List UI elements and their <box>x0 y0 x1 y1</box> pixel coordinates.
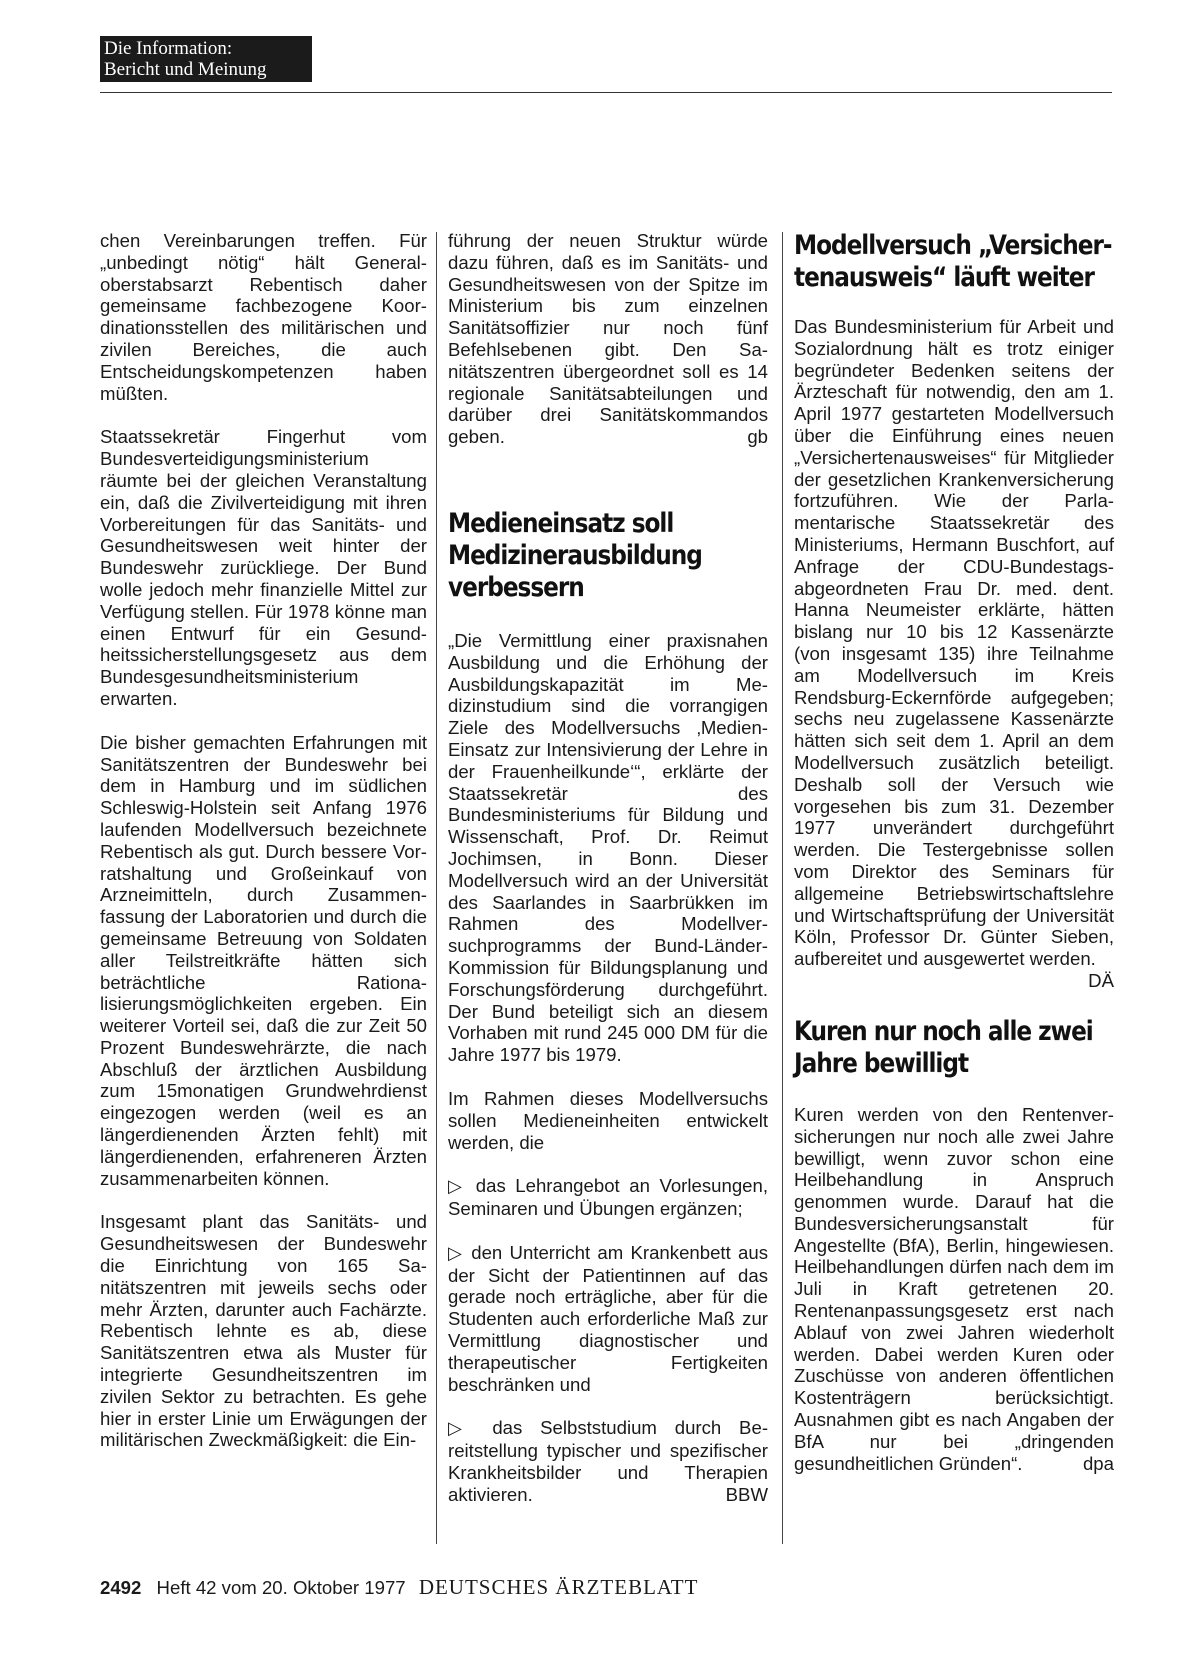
paragraph: „Die Vermittlung einer praxisnahen Ausbildung und die Erhöhung der Ausbildungskapazität im Medizinstudium sind die vorrangigen Ziele des Modellversuchs ‚Medien-Einsatz zur Intensivierung der Lehre in der Frauenheilkunde‘“, erklärte der Staatssekretär des Bundesministeriums für Bildung und Wissenschaft, Prof. Dr. Reimut Jochimsen, in Bonn. Dieser Modellversuch wird an der Universität des Saarlandes in Saarbrükken im Rahmen des Modellversuchprogramms der Bund-Länder-Kommission für Bildungsplanung und Forschungsförderung durchgeführt. Der Bund beteiligt sich an diesem Vorhaben mit rund 245 000 DM für die Jahre 1977 bis 1979. <box>448 629 768 1066</box>
paragraph <box>794 1104 1114 1475</box>
header-divider <box>100 92 1112 93</box>
bullet-text: den Unterricht am Krankenbett aus der Sicht der Patientinnen auf das gerade noch erträgliche, aber für die Studenten auch erforderliche Maß zur Vermittlung diagnostischer und therapeutischer Fertigkeiten beschränken und <box>448 1241 769 1395</box>
bullet-text: das Selbststudium durch Bereitstellung typischer und spezifischer Krankheitsbilder und Therapien aktivieren. <box>448 1417 769 1505</box>
paragraph: chen Vereinbarungen treffen. Für „unbedingt nötig“ hält Generaloberstabsarzt Rebentisch daher gemeinsame fachbezogene Koordinationsstellen des militärischen und zivilen Bereiches, die auch Entscheidungskompetenzen haben müßten. <box>100 230 427 404</box>
bullet-item <box>448 1242 768 1396</box>
page-number: 2492 <box>100 1577 142 1598</box>
column-divider-1 <box>436 232 437 1544</box>
paragraph <box>794 316 1114 991</box>
column-divider-2 <box>782 232 783 1544</box>
paragraph-text: führung der neuen Struktur würde dazu führen, daß es im Sanitäts- und Gesundheitswesen von der Spitze im Ministerium bis zum einzelnen Sanitätsoffizier nur noch fünf Befehlsebenen gibt. Den Sanitätszentren übergeordnet soll es 14 regionale Sanitätsabteilungen und darüber drei Sanitätskommandos geben. <box>448 230 768 448</box>
article-heading: Modellversuch „Versichertenausweis“ läuft weiter <box>794 230 1113 293</box>
section-label <box>100 36 312 82</box>
section-label-line1: Die Information: <box>104 38 233 59</box>
magazine-name: DEUTSCHES ÄRZTEBLATT <box>418 1575 699 1599</box>
bullet-text: das Lehrangebot an Vorlesungen, Seminaren und Übungen ergänzen; <box>448 1175 769 1220</box>
article-heading: Kuren nur noch alle zwei Jahre bewilligt <box>794 1015 1093 1079</box>
paragraph: Die bisher gemachten Erfahrungen mit Sanitätszentren der Bundeswehr bei dem in Hamburg und im südlichen Schleswig-Holstein seit Anfang 1976 laufenden Modellversuch bezeichnete Rebentisch als gut. Durch bessere Vorratshaltung und Großeinkauf von Arzneimitteln, durch Zusammenfassung der Laboratorien und durch die gemeinsame Betreuung von Soldaten aller Teilstreitkräfte hätten sich beträchtliche Rationalisierungsmöglichkeiten ergeben. Ein weiterer Vorteil sei, daß die zur Zeit 50 Prozent Bundeswehrärzte, die nach Abschluß der ärztlichen Ausbildung zum 15monatigen Grundwehrdienst eingezogen werden (weil es an längerdienenden Ärzten fehlt) mit längerdienenden, erfahreneren Ärzten zusammenarbeiten können. <box>100 731 427 1189</box>
paragraph-text: Kuren werden von den Rentenversicherungen nur noch alle zwei Jahre bewilligt, wenn zuvor schon eine Heilbehandlung in Anspruch genommen wurde. Darauf hat die Bundesversicherungsanstalt für Angestellte (BfA), Berlin, hingewiesen. Heilbehandlungen dürfen nach dem im Juli in Kraft getretenen 20. Rentenanpassungsgesetz erst nach Ablauf von zwei Jahren wiederholt werden. Dabei werden Kuren oder Zuschüsse von anderen öffentlichen Kostenträgern berücksichtigt. Ausnahmen gibt es nach Angaben der BfA nur bei „dringenden gesundheitlichen Gründen“. <box>794 1103 1114 1474</box>
triangle-bullet-icon: ▷ <box>448 1242 464 1263</box>
column-3 <box>794 230 1114 1496</box>
paragraph: Insgesamt plant das Sanitäts- und Gesundheitswesen der Bundeswehr die Einrichtung von 165 Sanitätszentren mit jeweils sechs oder mehr Ärzten, darunter auch Fachärzte. Rebentisch lehnte es ab, diese Sanitätszentren etwa als Muster für integrierte Gesundheitszentren im zivilen Sektor zu betrachten. Es gehe hier in erster Linie um Erwägungen der militärischen Zweckmäßigkeit: die Ein- <box>100 1211 427 1451</box>
author-signature: dpa <box>1082 1452 1114 1474</box>
issue-info: Heft 42 vom 20. Oktober 1977 <box>156 1577 406 1598</box>
author-signature: BBW <box>725 1483 768 1505</box>
section-label-line2: Bericht und Meinung <box>104 59 267 80</box>
triangle-bullet-icon: ▷ <box>448 1176 467 1197</box>
triangle-bullet-icon: ▷ <box>448 1418 475 1439</box>
bullet-item <box>448 1175 768 1220</box>
column-1 <box>100 230 427 1473</box>
paragraph-text: Das Bundesministerium für Arbeit und Sozialordnung hält es trotz einiger begründeter Bedenken seitens der Ärzteschaft für notwendig, den am 1. April 1977 gestarteten Modellversuch über die Einführung eines neuen „Versichertenausweises“ für Mitglieder der gesetzlichen Krankenversicherung fortzuführen. Wie der Parlamentarische Staatssekretär des Ministeriums, Hermann Buschfort, auf Anfrage der CDU-Bundestagsabgeordneten Frau Dr. med. dent. Hanna Neumeister erklärte, hätten bislang nur 10 bis 12 Kassenärzte (von insgesamt 135) ihre Teilnahme am Modellversuch im Kreis Rendsburg-Eckernförde aufgegeben; sechs neu zugelassene Kassenärzte hätten sich seit dem 1. April an dem Modellversuch zusätzlich beteiligt. Deshalb soll der Versuch wie vorgesehen bis zum 31. Dezember 1977 unverändert durchgeführt werden. Die Testergebnisse sollen vom Direktor des Seminars für allgemeine Betriebswirtschaftslehre und Wirtschaftsprüfung der Universität Köln, Professor Dr. Günter Sieben, aufbereitet und ausgewertet werden. <box>794 316 1114 970</box>
paragraph: Staatssekretär Fingerhut vom Bundesverteidigungsministerium räumte bei der gleichen Veranstaltung ein, daß die Zivilverteidigung mit ihren Vorbereitungen für das Sanitäts- und Gesundheitswesen weit hinter der Bundeswehr zurückliege. Der Bund wolle jedoch mehr finanzielle Mittel zur Verfügung stellen. Für 1978 könne man einen Entwurf für ein Gesundheitssicherstellungsgesetz aus dem Bundesgesundheitsministerium erwarten. <box>100 426 427 709</box>
article-heading: Medieneinsatz soll Medizinerausbildung verbessern <box>448 507 702 603</box>
author-signature: gb <box>747 426 768 448</box>
paragraph: Im Rahmen dieses Modellversuchs sollen Medieneinheiten entwickelt werden, die <box>448 1087 768 1153</box>
page-footer <box>100 1575 698 1600</box>
paragraph <box>448 230 768 448</box>
column-2 <box>448 230 768 1528</box>
author-signature: DÄ <box>1088 969 1114 991</box>
bullet-item <box>448 1417 768 1505</box>
